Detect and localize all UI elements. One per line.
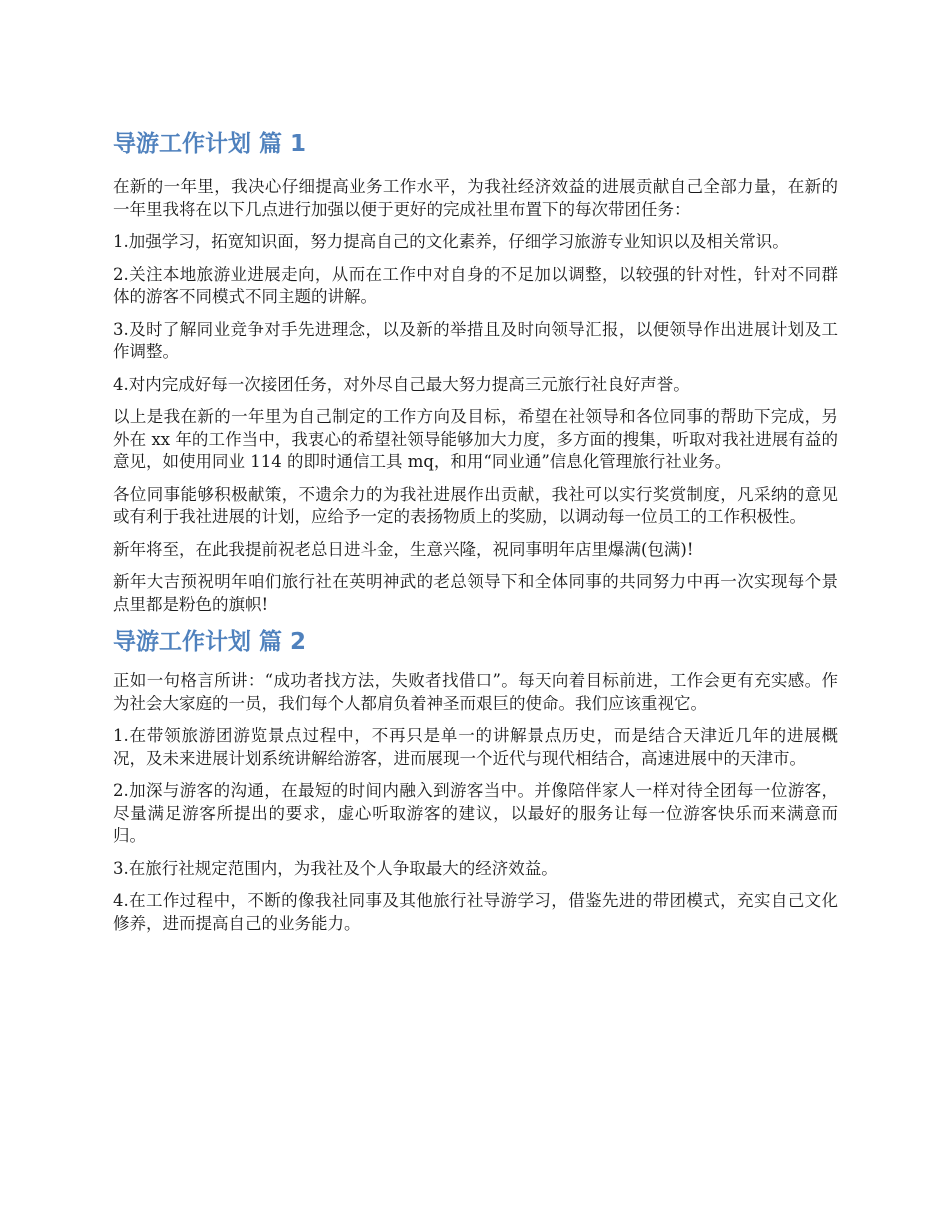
- section-1: [113, 128, 838, 616]
- paragraph: 2.加深与游客的沟通，在最短的时间内融入到游客当中。并像陪伴家人一样对待全团每一位游客，尽量满足游客所提出的要求，虚心听取游客的建议，以最好的服务让每一位游客快乐而来满意而归。: [113, 781, 838, 845]
- section-title: 导游工作计划 篇 2: [113, 629, 307, 655]
- paragraph: 4.在工作过程中，不断的像我社同事及其他旅行社导游学习，借鉴先进的带团模式，充实自己文化修养，进而提高自己的业务能力。: [113, 891, 838, 933]
- paragraph: 1.在带领旅游团游览景点过程中，不再只是单一的讲解景点历史，而是结合天津近几年的进展概况，及未来进展计划系统讲解给游客，进而展现一个近代与现代相结合，高速进展中的天津市。: [113, 726, 838, 768]
- paragraph: 新年将至，在此我提前祝老总日进斗金，生意兴隆，祝同事明年店里爆满(包满)!: [113, 539, 694, 559]
- paragraph: 1.加强学习，拓宽知识面，努力提高自己的文化素养，仔细学习旅游专业知识以及相关常识。: [113, 232, 789, 251]
- document-page: [113, 118, 838, 945]
- paragraph: 2.关注本地旅游业进展走向，从而在工作中对自身的不足加以调整，以较强的针对性，针对不同群体的游客不同模式不同主题的讲解。: [113, 264, 838, 306]
- section-title: 导游工作计划 篇 1: [113, 131, 307, 157]
- paragraph: 4.对内完成好每一次接团任务，对外尽自己最大努力提高三元旅行社良好声誉。: [113, 374, 690, 394]
- paragraph: 3.在旅行社规定范围内，为我社及个人争取最大的经济效益。: [113, 858, 558, 878]
- paragraph: 3.及时了解同业竞争对手先进理念，以及新的举措且及时向领导汇报，以便领导作出进展计划及工作调整。: [113, 319, 838, 361]
- paragraph: 以上是我在新的一年里为自己制定的工作方向及目标，希望在社领导和各位同事的帮助下完成，另外在 xx 年的工作当中，我衷心的希望社领导能够加大力度，多方面的搜集，听取对我社进展有益的意见，如使用同业 114 的即时通信工具 mq，和用“同业通”信息化管理旅行社业务。: [113, 407, 838, 471]
- section-2: [113, 626, 838, 935]
- paragraph: 正如一句格言所讲：“成功者找方法，失败者找借口”。每天向着目标前进，工作会更有充实感。作为社会大家庭的一员，我们每个人都肩负着神圣而艰巨的使命。我们应该重视它。: [113, 671, 838, 713]
- paragraph: 在新的一年里，我决心仔细提高业务工作水平，为我社经济效益的进展贡献自己全部力量，在新的一年里我将在以下几点进行加强以便于更好的完成社里布置下的每次带团任务：: [113, 177, 838, 219]
- paragraph: 各位同事能够积极献策，不遗余力的为我社进展作出贡献，我社可以实行奖赏制度，凡采纳的意见或有利于我社进展的计划，应给予一定的表扬物质上的奖励，以调动每一位员工的工作积极性。: [113, 484, 838, 526]
- paragraph: 新年大吉预祝明年咱们旅行社在英明神武的老总领导下和全体同事的共同努力中再一次实现每个景点里都是粉色的旗帜!: [113, 572, 838, 614]
